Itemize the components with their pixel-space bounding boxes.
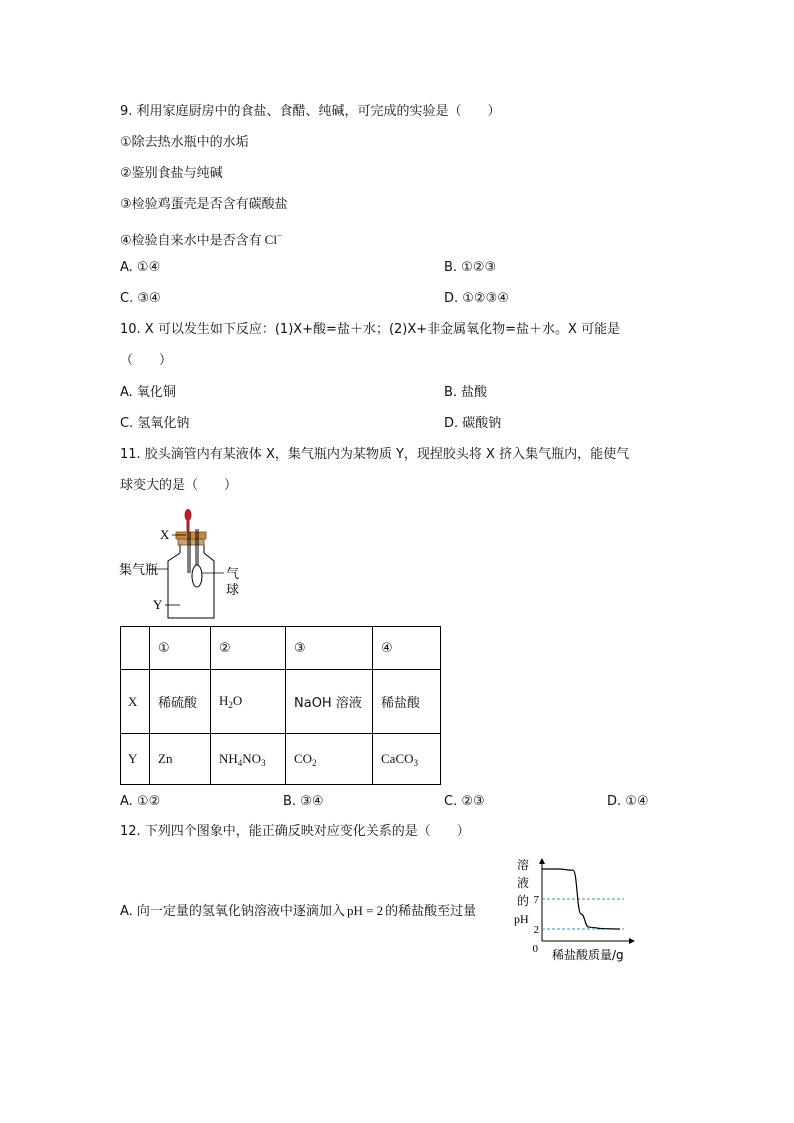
y-tick-2: 2	[533, 924, 539, 936]
reagent-table	[120, 626, 441, 785]
q11-option-c[interactable]: C. ②③	[444, 794, 485, 809]
label-y: Y	[153, 597, 163, 612]
x-cell-1: 稀硫酸	[150, 670, 211, 734]
q11-option-d[interactable]: D. ①④	[607, 794, 649, 809]
q9-option-a[interactable]: A. ①④	[120, 260, 161, 275]
q10-option-b[interactable]: B. 盐酸	[444, 385, 488, 400]
table-header-4: ④	[373, 627, 441, 670]
gas-bottle-apparatus-figure	[118, 505, 258, 625]
y-tick-7: 7	[533, 894, 539, 906]
q9-item-4	[120, 227, 282, 250]
q9-option-d[interactable]: D. ①②③④	[444, 291, 509, 306]
row-label-y: Y	[121, 734, 150, 785]
y-axis-label-part-4: pH	[514, 912, 529, 926]
pipette-bulb-icon	[185, 509, 192, 521]
q10-stem-line1: 10. X 可以发生如下反应：(1)X+酸=盐＋水；(2)X+非金属氧化物=盐＋水。X 可能是	[120, 322, 621, 337]
y-cell-3: $CO_2$	[286, 734, 373, 785]
label-x: X	[160, 527, 170, 542]
q10-option-d[interactable]: D. 碳酸钠	[444, 416, 502, 431]
q9-stem: 9. 利用家庭厨房中的食盐、食醋、纯碱，可完成的实验是（ ）	[120, 104, 501, 119]
q9-option-c[interactable]: C. ③④	[120, 291, 161, 306]
q11-option-b[interactable]: B. ③④	[283, 794, 324, 809]
q12-option-a-prefix: A. 向一定量的氢氧化钠溶液中逐滴加入	[120, 904, 345, 919]
q9-option-b[interactable]: B. ①②③	[444, 260, 497, 275]
q12-stem: 12. 下列四个图象中，能正确反映对应变化关系的是（ ）	[120, 824, 470, 839]
table-header-3: ③	[286, 627, 373, 670]
label-balloon-1: 气	[226, 567, 240, 582]
q11-option-a[interactable]: A. ①②	[120, 794, 161, 809]
origin-label: 0	[532, 943, 538, 955]
q12-option-a-suffix: 的稀盐酸至过量	[385, 904, 477, 919]
y-axis-label-part-2: 液	[517, 876, 530, 890]
table-header-1: ①	[150, 627, 211, 670]
gas-bottle-icon	[168, 553, 214, 618]
q9-item-1: ①除去热水瓶中的水垢	[120, 135, 249, 150]
y-cell-2: $NH_4NO_3$	[211, 734, 286, 785]
q11-stem-line2: 球变大的是（ ）	[120, 478, 238, 493]
table-corner-cell	[121, 627, 150, 670]
chloride-ion: Cl−	[264, 231, 283, 248]
label-balloon-2: 球	[226, 583, 240, 598]
q10-option-a[interactable]: A. 氧化铜	[120, 385, 176, 400]
q9-item-3: ③检验鸡蛋壳是否含有碳酸盐	[120, 197, 288, 212]
y-axis-label-part-3: 的	[517, 894, 530, 908]
row-label-x: X	[121, 670, 150, 734]
q12-option-a[interactable]	[120, 902, 476, 921]
label-gas-bottle: 集气瓶	[119, 563, 159, 578]
stopper-icon	[176, 532, 206, 539]
q10-option-c[interactable]: C. 氢氧化钠	[120, 416, 190, 431]
x-axis-label: 稀盐酸质量/g	[552, 948, 624, 962]
q9-item-2: ②鉴别食盐与纯碱	[120, 166, 223, 181]
q11-stem-line1: 11. 胶头滴管内有某液体 X，集气瓶内为某物质 Y，现捏胶头将 X 挤入集气瓶内，能使气	[120, 447, 630, 462]
q12-option-a-ph: pH = 2	[346, 903, 384, 918]
y-cell-4: CaCO$_3$	[373, 734, 441, 785]
y-axis-label-part-1: 溶	[517, 858, 530, 872]
x-cell-3: NaOH 溶液	[286, 670, 373, 734]
pipette-stem-icon	[187, 520, 190, 532]
q10-stem-line2: （ ）	[120, 353, 173, 368]
x-cell-4: 稀盐酸	[373, 670, 441, 734]
ph-chart	[512, 857, 638, 965]
q9-item-4-text: ④检验自来水中是否含有	[120, 233, 262, 249]
y-cell-1: Zn	[150, 734, 211, 785]
table-header-2: ②	[211, 627, 286, 670]
balloon-icon	[192, 565, 202, 587]
x-cell-2: $H_2O$	[211, 670, 286, 734]
